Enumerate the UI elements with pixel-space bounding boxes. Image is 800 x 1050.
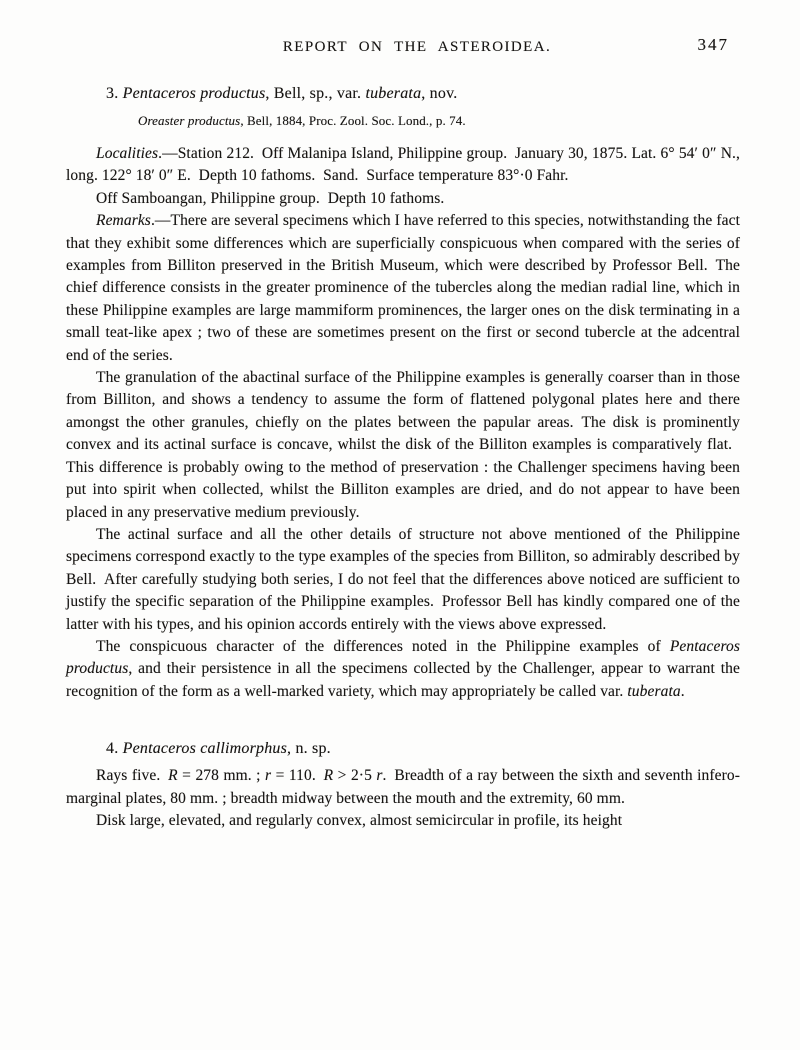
paragraph-granulation	[66, 367, 740, 524]
text-run: .—Station 212. Off Malanipa Island, Philippine group. January 30, 1875. Lat. 6° 54′ 0″ N., long. 122° 18′ 0″ E. Depth 10 fathoms. Sand. Surface temperature 83°·0 Fahr.	[66, 145, 740, 185]
italic-text-run: Oreaster productus	[138, 113, 241, 128]
species-heading-4	[106, 737, 740, 761]
text-run: , Bell, 1884, Proc. Zool. Soc. Lond., p. 74.	[240, 113, 466, 128]
paragraph-disk	[66, 810, 740, 832]
species-heading-3	[106, 82, 740, 106]
italic-text-run: tuberata	[365, 85, 422, 102]
paragraph-samboangan	[66, 188, 740, 210]
text-run: , and their persistence in all the specimens collected by the Challenger, appear to warrant the recognition of the form as a well-marked variety, which may appropriately be called var.	[66, 660, 740, 700]
italic-text-run: Pentaceros productus	[66, 637, 740, 678]
text-run: . Breadth of a ray between the sixth and seventh infero-marginal plates, 80 mm. ; breadth midway between the mouth and the extremity, 60 mm.	[66, 767, 741, 807]
italic-text-run: Localities	[96, 145, 159, 162]
page-header	[66, 35, 740, 60]
text-run: = 110.	[271, 767, 324, 785]
italic-text-run: R	[323, 767, 334, 785]
text-run: The granulation of the abactinal surface of the Philippine examples is generally coarser than in those from Billiton, and shows a tendency to assume the form of flattened polygonal plates here and there amongst the other granules, chiefly on the plates between the papular areas. The disk is prominently convex and its actinal surface is concave, whilst the disk of the Billiton examples is comparatively flat. This difference is probably owing to the method of preservation : the Challenger specimens having been put into spirit when collected, whilst the Billiton examples are dried, and do not appear to have been placed in any preservative medium previously.	[66, 369, 740, 521]
paragraph-conspicuous-character	[66, 636, 740, 703]
text-run: .—There are several specimens which I have referred to this species, notwithstanding the fact that they exhibit some differences which are superficially conspicuous when compared with the series of examples from Billiton preserved in the British Museum, which were described by Professor Bell. The chief difference consists in the greater prominence of the tubercles along the median radial line, which in these Philippine examples are large mammiform prominences, the larger ones on the disk terminating in a small teat-like apex ; two of these are sometimes present on the first or second tubercle at the adcentral end of the series.	[66, 212, 740, 364]
text-run: 3.	[106, 85, 123, 102]
italic-text-run: Pentaceros callimorphus	[122, 740, 288, 758]
italic-text-run: tuberata	[627, 682, 681, 700]
text-run: Off Samboangan, Philippine group. Depth 10 fathoms.	[96, 189, 445, 207]
text-run: .	[680, 682, 685, 700]
paragraph-rays	[66, 765, 740, 810]
page-body	[66, 82, 740, 832]
running-head: REPORT ON THE ASTEROIDEA.	[282, 39, 552, 55]
paragraph-localities	[66, 143, 740, 188]
text-run: The conspicuous character of the differences noted in the Philippine examples of	[96, 637, 670, 655]
text-run: , n. sp.	[287, 740, 331, 758]
text-run: , Bell, sp., var.	[265, 85, 366, 102]
text-run: The actinal surface and all the other details of structure not above mentioned of the Philippine specimens correspond exactly to the type examples of the species from Billiton, so admirably described by Bell. After carefully studying both series, I do not feel that the differences above noticed are sufficient to justify the specific separation of the Philippine examples. Professor Bell has kindly compared one of the latter with his types, and his opinion accords entirely with the views above expressed.	[66, 525, 740, 633]
italic-text-run: Remarks	[96, 212, 151, 230]
italic-text-run: R	[168, 767, 178, 785]
paragraph-remarks	[66, 210, 740, 367]
text-run: = 278 mm. ;	[177, 767, 266, 785]
text-run: 4.	[106, 740, 123, 758]
page-number: 347	[697, 35, 729, 54]
italic-text-run: r	[265, 767, 272, 785]
text-run: Disk large, elevated, and regularly convex, almost semicircular in profile, its height	[96, 811, 623, 829]
synonymy-citation	[138, 112, 740, 129]
text-run: > 2·5	[333, 767, 377, 785]
paragraph-actinal-surface	[66, 524, 740, 636]
italic-text-run: Pentaceros productus	[122, 85, 266, 102]
text-run: , nov.	[421, 85, 458, 102]
text-run: Rays five.	[96, 767, 169, 785]
italic-text-run: r	[376, 767, 383, 785]
